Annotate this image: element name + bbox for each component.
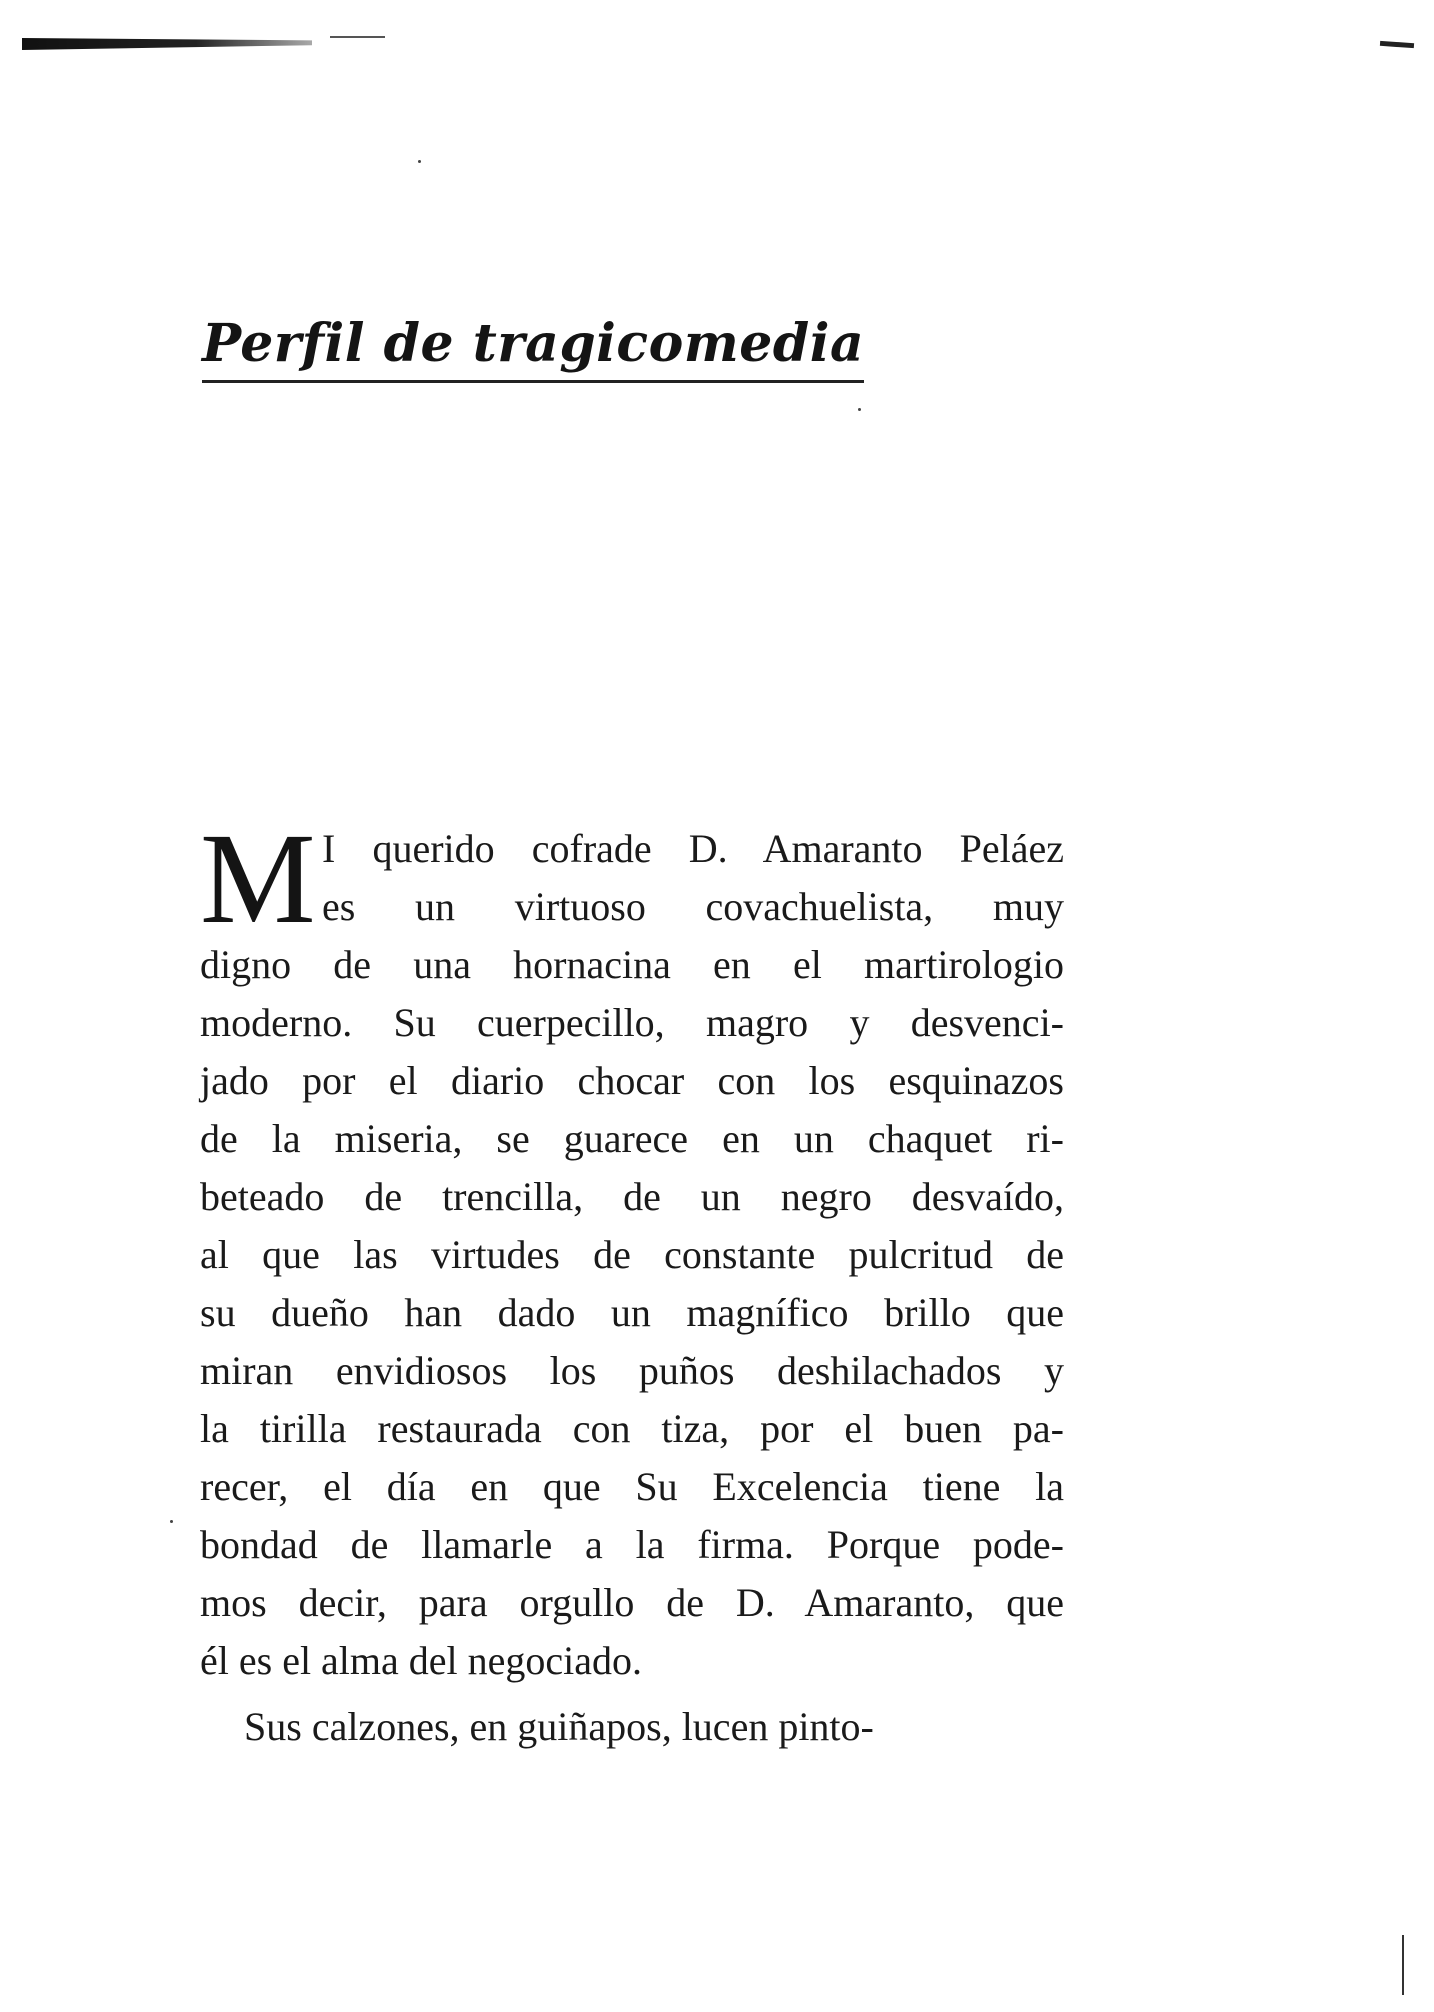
text-line: al que las virtudes de constante pulcritud de [200, 1232, 1064, 1277]
text-line: él es el alma del negociado. [200, 1638, 643, 1683]
page-title: Perfil de tragicomedia [202, 313, 864, 383]
text-line: recer, el día en que Su Excelencia tiene la [200, 1464, 1064, 1509]
speck [418, 160, 421, 163]
scan-artifact-top-left-dash [330, 36, 385, 38]
text-line: miran envidiosos los puños deshilachados y [200, 1348, 1064, 1393]
text-line: I querido cofrade D. Amaranto Peláez [322, 826, 1064, 871]
body-text [200, 807, 1064, 1756]
scan-artifact-top-left [22, 38, 312, 50]
scan-artifact-bottom-right [1402, 1935, 1404, 1995]
text-line: beteado de trencilla, de un negro desvaído, [200, 1174, 1064, 1219]
text-line: la tirilla restaurada con tiza, por el buen pa- [200, 1406, 1064, 1451]
speck [170, 1520, 173, 1523]
text-line: moderno. Su cuerpecillo, magro y desvenci- [200, 1000, 1064, 1045]
text-line: es un virtuoso covachuelista, muy [322, 884, 1064, 929]
text-line: su dueño han dado un magnífico brillo que [200, 1290, 1064, 1335]
drop-cap: M [200, 807, 316, 951]
text-line: Sus calzones, en guiñapos, lucen pinto- [244, 1704, 874, 1749]
text-line: digno de una hornacina en el martirologio [200, 942, 1064, 987]
text-line: de la miseria, se guarece en un chaquet ri- [200, 1116, 1064, 1161]
text-line: mos decir, para orgullo de D. Amaranto, que [200, 1580, 1064, 1625]
scan-artifact-top-right [1380, 41, 1414, 48]
text-line: jado por el diario chocar con los esquinazos [200, 1058, 1064, 1103]
text-line: bondad de llamarle a la firma. Porque pode- [200, 1522, 1064, 1567]
speck [858, 408, 861, 411]
